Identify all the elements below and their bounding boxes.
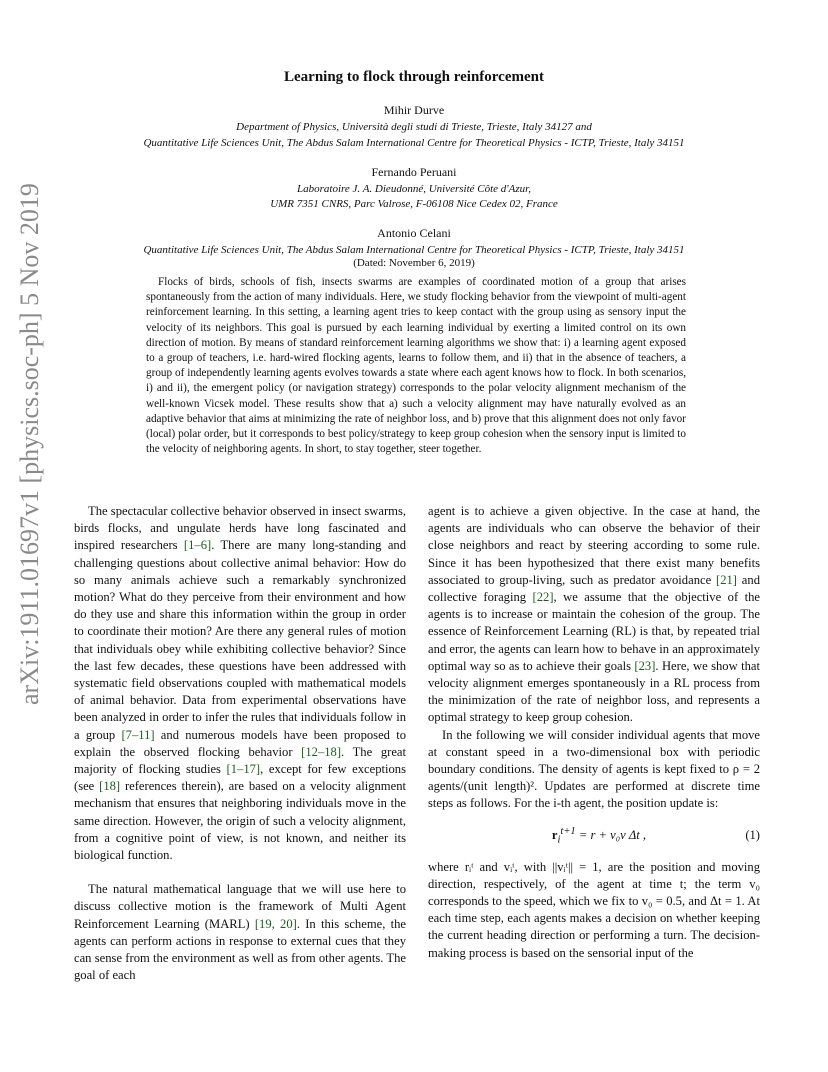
citation-link[interactable]: [1–17] bbox=[226, 762, 261, 777]
paragraph bbox=[74, 503, 406, 864]
text-run: and numerous models have been proposed to explain the observed flocking behavior bbox=[74, 727, 406, 759]
text-run: , except for few exceptions (see bbox=[74, 762, 406, 794]
author-name: Mihir Durve bbox=[383, 103, 445, 117]
citation-link[interactable]: [23] bbox=[634, 658, 656, 673]
citation-link[interactable]: [19, 20] bbox=[254, 916, 297, 931]
equation-formula: $r_i^{t+1} = r + v_0v$ Δt , bbox=[551, 825, 647, 846]
equation bbox=[428, 823, 760, 849]
citation-link[interactable]: [18] bbox=[99, 779, 121, 794]
equation-number: (1) bbox=[745, 828, 760, 842]
equation-lhs: r bbox=[551, 827, 558, 842]
citation-link[interactable]: [12–18] bbox=[301, 744, 342, 759]
text-run: and collective foraging bbox=[428, 572, 760, 605]
citation-link[interactable]: [7–11] bbox=[121, 727, 155, 742]
equation-rhs: = r + v₀v Δt , bbox=[578, 827, 647, 842]
text-run: agent is to achieve a given objective. In the case at hand, the agents are individuals who can observe the behavior of their close neighbors and react by steering according to some rule. Since it has been hypothesized that there exist many benefits associated to group-living, such as predator avoidance bbox=[428, 504, 760, 587]
abstract: Flocks of birds, schools of fish, insects swarms are examples of coordinated motion of a group that arises spontaneously from the action of many individuals. Here, we study flocking behavior from the viewpoint of multi-agent reinforcement learning. In this setting, a learning agent tries to keep contact with the group using as sensory input the velocity of its neighbors. This goal is pursued by each learning individual by exerting a limited control on its own direction of motion. By means of standard reinforcement learning algorithms we show that: i) a learning agent exposed to a group of teachers, i.e. hard-wired flocking agents, learns to follow them, and ii) that in the absence of teachers, a group of independently learning agents evolves towards a state where each agent knows how to flock. In both scenarios, i) and ii), the emergent policy (or navigation strategy) corresponds to the polar velocity alignment mechanism of the well-known Vicsek model. These results show that a) such a velocity alignment may have naturally evolved as an adaptive behavior that aims at minimizing the rate of neighbor loss, and b) prove that this alignment does not only favor (local) polar order, but it corresponds to best policy/strategy to keep group cohesion when the sensory input is limited to the velocity of neighboring agents. In short, to stay together, steer together. bbox=[146, 276, 686, 456]
author-affiliation: Quantitative Life Sciences Unit, The Abdus Salam International Centre for Theoretical Physics - ICTP, Trieste, Italy 34151 bbox=[143, 137, 685, 149]
paragraph bbox=[74, 881, 406, 984]
text-run: The spectacular collective behavior observed in insect swarms, birds flocks, and ungulate herds have long fascinated and inspired researchers bbox=[74, 504, 406, 553]
author-affiliation: Quantitative Life Sciences Unit, The Abdus Salam International Centre for Theoretical Physics - ICTP, Trieste, Italy 34151 bbox=[143, 244, 685, 256]
paper-title: Learning to flock through reinforcement bbox=[284, 69, 544, 85]
author-name: Fernando Peruani bbox=[371, 165, 457, 179]
right-column bbox=[428, 503, 760, 962]
citation-link[interactable]: [22] bbox=[532, 590, 554, 605]
paragraph: where rᵢᵗ and vᵢᵗ, with ||vᵢᵗ|| = 1, are the position and moving direction, respectively, of the agent at time t; the term v₀ corresponds to the speed, which we fix to v₀ = 0.5, and Δt = 1. At each time step, each agents makes a decision on whether keeping the current heading direction or performing a turn. The decision-making process is based on the sensorial input of the bbox=[428, 859, 760, 960]
author-affiliation: UMR 7351 CNRS, Parc Valrose, F-06108 Nice Cedex 02, France bbox=[270, 198, 558, 210]
left-column bbox=[74, 503, 406, 984]
paragraph bbox=[428, 503, 760, 727]
text-run: . The great majority of flocking studies bbox=[74, 744, 407, 777]
text-run: . Here, we show that velocity alignment emerges spontaneously in a RL process from the minimization of the rate of neighbor loss, and represents a optimal strategy to keep group cohesion. bbox=[428, 658, 760, 725]
text-run: . In this scheme, the agents can perform actions in response to external cues that they can sense from the environment as well as from other agents. The goal of each bbox=[74, 916, 406, 983]
author-name: Antonio Celani bbox=[377, 226, 451, 240]
date-line: (Dated: November 6, 2019) bbox=[353, 257, 475, 269]
text-run: references therein), are based on a velocity alignment mechanism that ensures that neighboring individuals move in the same direction. However, the origin of such a velocity alignment, from a cognitive point of view, is not known, and neither its biological function. bbox=[74, 779, 406, 863]
citation-link[interactable]: [21] bbox=[716, 572, 737, 587]
author-affiliation: Laboratoire J. A. Dieudonné, Université Côte d'Azur, bbox=[297, 183, 531, 195]
text-run: , we assume that the objective of the agents is to increase or maintain the cohesion of the group. The essence of Reinforcement Learning (RL) is that, by repeated trial and error, the agents can learn how to behave in an approximately optimal way so as to achieve their goals bbox=[428, 590, 760, 673]
arxiv-identifier[interactable]: arXiv:1911.01697v1 [physics.soc-ph] 5 Nov 2019 bbox=[15, 183, 44, 705]
paragraph: In the following we will consider individual agents that move at constant speed in a two-dimensional box with periodic boundary conditions. The density of agents is kept fixed to ρ = 2 agents/(unit length)². Updates are performed at discrete time steps as follows. For the i-th agent, the position update is: bbox=[428, 727, 760, 811]
citation-link[interactable]: [1–6] bbox=[183, 538, 212, 553]
text-run: The natural mathematical language that we will use here to discuss collective motion is the framework of Multi Agent Reinforcement Learning (MARL) bbox=[74, 882, 406, 931]
author-affiliation: Department of Physics, Università degli studi di Trieste, Trieste, Italy 34127 and bbox=[236, 121, 592, 133]
text-run: . There are many long-standing and challenging questions about collective animal behavior: How do so many animals achieve such a remarkably synchronized motion? What do they perceive from their environment and how do they use and share this information within the group in order to coordinate their motion? Are there any general rules of motion that individuals obey while exhibiting collective behavior? Since the last few decades, these questions have been addressed with systematic field observations coupled with mathematical models of animal behavior. Data from experimental observations have been analyzed in order to infer the rules that individuals follow in a group bbox=[74, 538, 407, 742]
